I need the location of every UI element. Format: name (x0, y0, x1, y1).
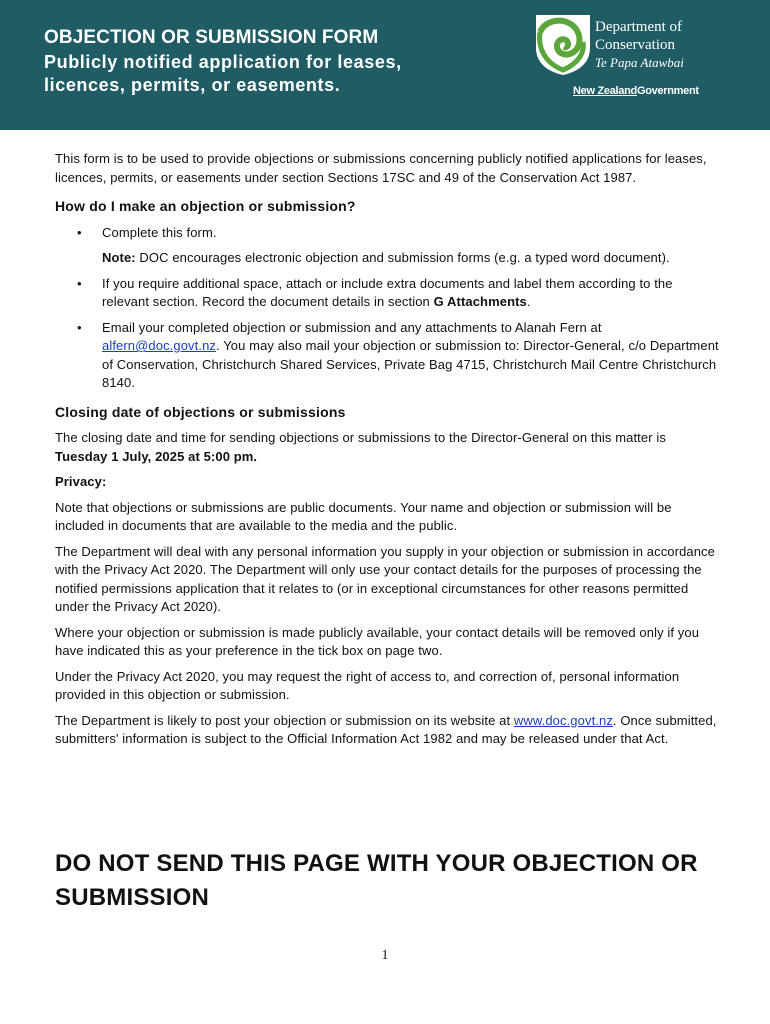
do-not-send-warning: DO NOT SEND THIS PAGE WITH YOUR OBJECTION OR SUBMISSION (55, 850, 698, 911)
closing-text: The closing date and time for sending objections or submissions to the Director-General on this matter is (55, 430, 666, 445)
nz-government-logo (573, 85, 699, 97)
website-link[interactable]: www.doc.govt.nz (513, 712, 613, 728)
nz-gov-part2: Government (636, 85, 699, 97)
bullet-icon: • (77, 275, 82, 291)
privacy-paragraph-1: Note that objections or submissions are public documents. Your name and objection or submission will be included in documents that are available to the media and the public. (55, 499, 672, 533)
header-banner (0, 0, 770, 130)
privacy-heading (55, 473, 720, 492)
dept-name (595, 18, 682, 54)
note-paragraph (102, 249, 720, 268)
how-list (55, 224, 720, 393)
bullet-text: If you require additional space, attach or include extra documents and label them according to the relevant section. Record the document details in section (102, 275, 673, 309)
note-text: DOC encourages electronic objection and submission forms (e.g. a typed word document). (135, 250, 670, 265)
form-title: OBJECTION OR SUBMISSION FORM (44, 27, 379, 48)
list-item (55, 224, 720, 268)
how-heading: How do I make an objection or submission? (55, 198, 356, 214)
bullet-icon: • (77, 224, 82, 240)
privacy-paragraph-4: Under the Privacy Act 2020, you may request the right of access to, and correction of, personal information provided in this objection or submission. (55, 668, 680, 702)
attachments-section-ref: G Attachments (433, 294, 527, 309)
dept-name-line1: Department of (595, 19, 683, 35)
note-label: Note: (102, 250, 136, 265)
bullet-text-end: . (526, 294, 531, 309)
bullet-icon: • (77, 319, 82, 335)
dept-maori-name: Te Papa Atawbai (595, 55, 684, 70)
privacy-p5-text: The Department is likely to post your objection or submission on its website at (55, 712, 514, 728)
privacy-p5-text-end: . Once submitted, submitters' information is subject to the Official Information Act 1982 and may be released under that Act. (55, 712, 717, 746)
closing-date: Tuesday 1 July, 2025 at 5:00 pm. (55, 448, 258, 464)
nz-gov-part1: New Zealand (573, 85, 637, 97)
privacy-paragraph-3: Where your objection or submission is made publicly available, your contact details will be removed only if you have indicated this as your preference in the tick box on page two. (55, 624, 700, 658)
closing-paragraph (55, 429, 720, 466)
privacy-heading-text: Privacy: (55, 474, 107, 489)
closing-heading: Closing date of objections or submissions (55, 403, 346, 420)
list-item (55, 275, 720, 312)
form-body (55, 150, 720, 756)
list-item (55, 319, 720, 393)
bullet-email (102, 319, 720, 393)
bullet-additional-space (102, 275, 720, 312)
page-number: 1 (381, 948, 389, 963)
bullet-text: Email your completed objection or submission and any attachments to Alanah Fern at (102, 319, 602, 335)
intro-paragraph: This form is to be used to provide objections or submissions concerning publicly notified applications for leases, licences, permits, or easements under section Sections 17SC and 49 of the Conservation Act 1987. (55, 151, 707, 185)
privacy-paragraph-2: The Department will deal with any personal information you supply in your objection or submission in accordance with the Privacy Act 2020. The Department will only use your contact details for the purposes of processing the notified permissions application that it relates to (or in exceptional circumstances for other reasons permitted under the Privacy Act 2020). (55, 543, 715, 614)
mail-address-text: . You may also mail your objection or submission to: Director-General, c/o Department of Conservation, Christchurch Shared Services, Private Bag 4715, Christchurch Mail Centre Christchurch 8140. (102, 338, 719, 390)
dept-name-line2: Conservation (595, 37, 675, 53)
bullet-complete-form: Complete this form. (102, 224, 217, 240)
privacy-paragraph-5 (55, 712, 720, 749)
form-subtitle: Publicly notified application for leases, licences, permits, or easements. (44, 52, 402, 95)
doc-logo-icon (533, 12, 593, 76)
email-link[interactable]: alfern@doc.govt.nz (102, 338, 217, 353)
